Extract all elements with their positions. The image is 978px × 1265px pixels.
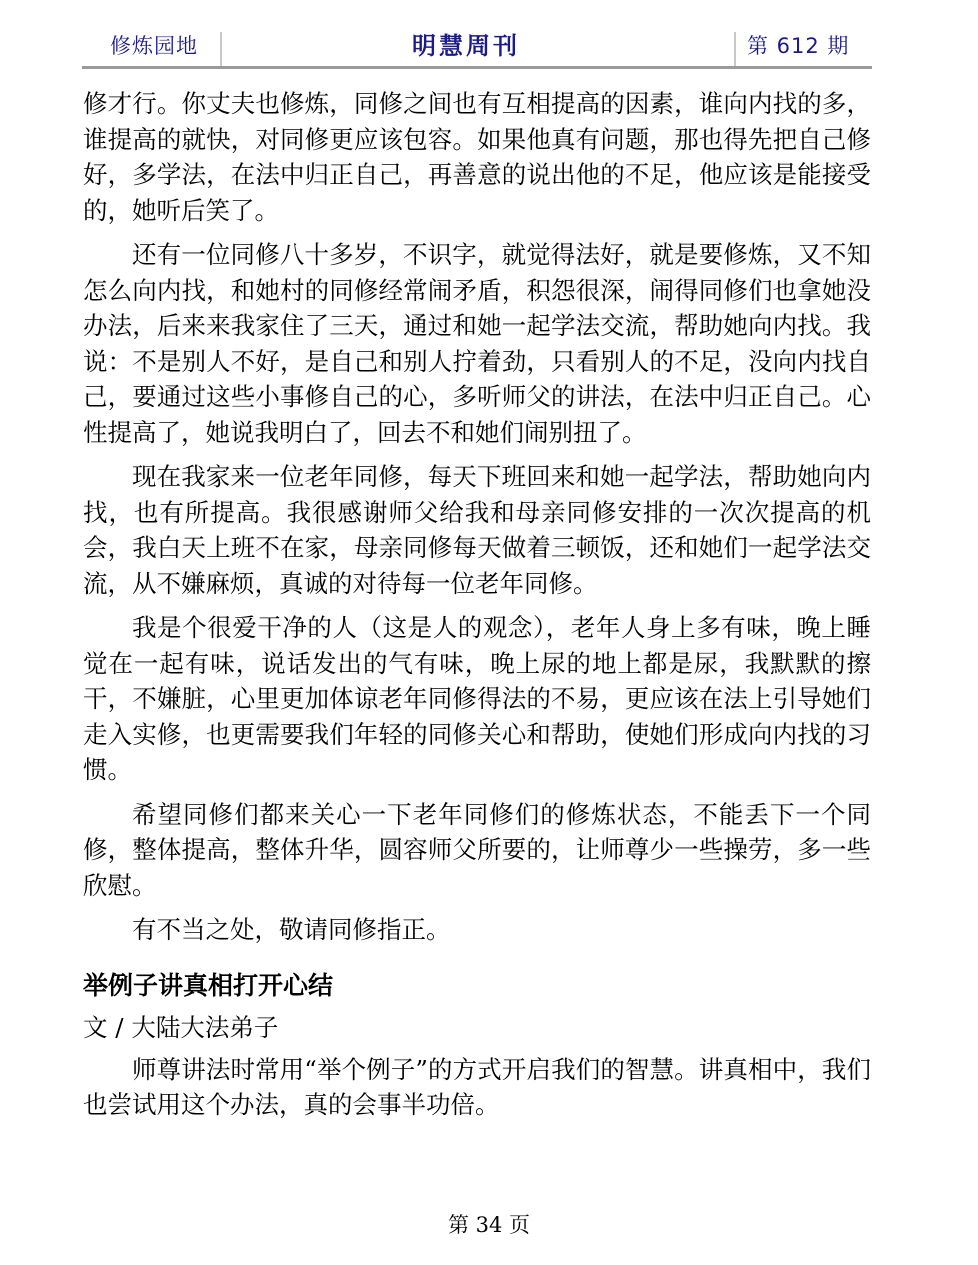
body-paragraph: 现在我家来一位老年同修，每天下班回来和她一起学法，帮助她向内找，也有所提高。我很感谢师父给我和母亲同修安排的一次次提高的机会，我白天上班不在家，母亲同修每天做着三顿饭，还和她们一起学法交流，从不嫌麻烦，真诚的对待每一位老年同修。 [83,462,871,598]
header-rule [82,66,872,69]
body-paragraph: 有不当之处，敬请同修指正。 [132,915,451,944]
body-paragraph: 希望同修们都来关心一下老年同修们的修炼状态，不能丢下一个同修，整体提高，整体升华，圆容师父所要的，让师尊少一些操劳，多一些欣慰。 [83,799,871,900]
body-paragraph: 修才行。你丈夫也修炼，同修之间也有互相提高的因素，谁向内找的多，谁提高的就快，对同修更应该包容。如果他真有问题，那也得先把自己修好，多学法，在法中归正自己，再善意的说出他的不足，他应该是能接受的，她听后笑了。 [83,89,871,225]
section-label: 修炼园地 [110,34,198,58]
issue-number: 第 612 期 [747,34,850,58]
page-content [83,86,871,1132]
header-divider [220,32,222,66]
body-paragraph: 我是个很爱干净的人（这是人的观念），老年人身上多有味，晚上睡觉在一起有味，说话发出的气有味，晚上尿的地上都是尿，我默默的擦干，不嫌脏，心里更加体谅老年同修得法的不易，更应该在法上引导她们走入实修，也更需要我们年轻的同修关心和帮助，使她们形成向内找的习惯。 [83,613,871,784]
article-paragraph: 师尊讲法时常用“举个例子”的方式开启我们的智慧。讲真相中，我们也尝试用这个办法，真的会事半功倍。 [83,1054,871,1119]
page-header [82,28,872,68]
page-number: 第 34 页 [447,1213,531,1237]
article-title: 举例子讲真相打开心结 [83,970,334,1000]
publication-title: 明慧周刊 [412,32,520,60]
article-byline: 文 / 大陆大法弟子 [83,1012,279,1042]
body-paragraph: 还有一位同修八十多岁，不识字，就觉得法好，就是要修炼，又不知怎么向内找，和她村的同修经常闹矛盾，积怨很深，闹得同修们也拿她没办法，后来来我家住了三天，通过和她一起学法交流，帮助她向内找。我说：不是别人不好，是自己和别人拧着劲，只看别人的不足，没向内找自己，要通过这些小事修自己的心，多听师父的讲法，在法中归正自己。心性提高了，她说我明白了，回去不和她们闹别扭了。 [83,240,871,447]
header-divider [734,32,736,66]
